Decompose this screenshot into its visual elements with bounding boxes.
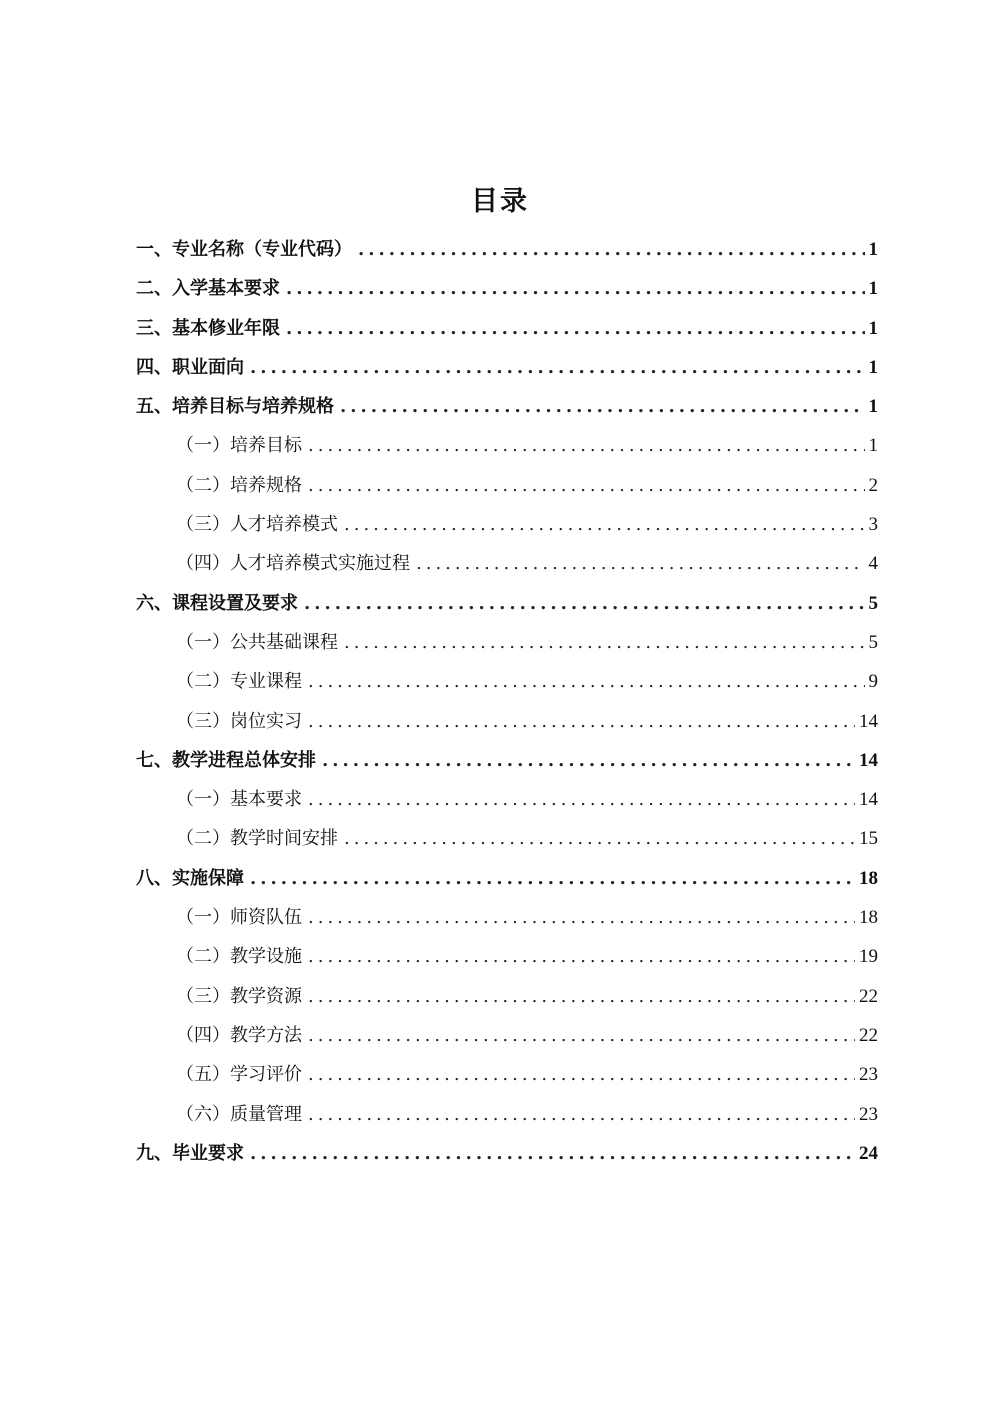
toc-dot-leader: [308, 702, 855, 741]
toc-section-link[interactable]: [136, 584, 878, 623]
toc-dot-leader: [286, 309, 865, 348]
toc-page-number: 18: [859, 907, 878, 929]
toc-page-number: 14: [859, 710, 878, 732]
toc-page-number: 1: [868, 435, 878, 457]
toc-section-link[interactable]: [136, 230, 878, 269]
toc-dot-leader: [308, 466, 865, 505]
toc-subsection-link[interactable]: [136, 780, 878, 819]
toc-entry-label: （二）培养规格: [176, 474, 302, 496]
toc-page-number: 15: [859, 828, 878, 850]
toc-dot-leader: [308, 937, 855, 976]
toc-dot-leader: [308, 1095, 855, 1134]
toc-dot-leader: [308, 1016, 855, 1055]
toc-section-link[interactable]: [136, 1134, 878, 1173]
toc-entry-label: 八、实施保障: [136, 867, 244, 889]
toc-entry-label: （四）教学方法: [176, 1024, 302, 1046]
toc-dot-leader: [416, 544, 865, 583]
toc-dot-leader: [340, 387, 865, 426]
toc-subsection-link[interactable]: [136, 1095, 878, 1134]
toc-entry-label: （二）教学时间安排: [176, 828, 338, 850]
toc-page-number: 14: [859, 789, 878, 811]
toc-page-number: 9: [868, 671, 878, 693]
toc-subsection-link[interactable]: [136, 977, 878, 1016]
toc-subsection-link[interactable]: [136, 544, 878, 583]
toc-section-link[interactable]: [136, 269, 878, 308]
toc-dot-leader: [344, 819, 855, 858]
toc-dot-leader: [308, 898, 855, 937]
toc-page-number: 22: [859, 985, 878, 1007]
toc-page-number: 1: [868, 356, 878, 378]
toc-subsection-link[interactable]: [136, 937, 878, 976]
toc-dot-leader: [308, 780, 855, 819]
toc-section-link[interactable]: [136, 741, 878, 780]
toc-entry-label: 二、入学基本要求: [136, 278, 280, 300]
toc-section-link[interactable]: [136, 309, 878, 348]
toc-entry-label: （一）基本要求: [176, 789, 302, 811]
toc-entry-label: 三、基本修业年限: [136, 317, 280, 339]
toc-page-number: 23: [859, 1103, 878, 1125]
toc-subsection-link[interactable]: [136, 1055, 878, 1094]
toc-page-number: 1: [868, 396, 878, 418]
toc-page-number: 23: [859, 1064, 878, 1086]
toc-page-number: 19: [859, 946, 878, 968]
toc-dot-leader: [344, 505, 865, 544]
toc-entry-label: （五）学习评价: [176, 1064, 302, 1086]
toc-dot-leader: [304, 584, 865, 623]
toc-page-number: 1: [868, 317, 878, 339]
toc-entry-label: 一、专业名称（专业代码）: [136, 239, 352, 260]
toc-entry-label: （三）岗位实习: [176, 710, 302, 732]
toc-page-number: 4: [868, 553, 878, 575]
toc-subsection-link[interactable]: [136, 623, 878, 662]
toc-dot-leader: [308, 1055, 855, 1094]
toc-dot-leader: [250, 348, 865, 387]
toc-subsection-link[interactable]: [136, 466, 878, 505]
toc-entry-label: 七、教学进程总体安排: [136, 749, 316, 771]
toc-entry-label: （四）人才培养模式实施过程: [176, 553, 410, 575]
toc-section-link[interactable]: [136, 859, 878, 898]
toc-dot-leader: [308, 662, 865, 701]
toc-dot-leader: [358, 230, 865, 269]
toc-subsection-link[interactable]: [136, 702, 878, 741]
toc-dot-leader: [286, 269, 865, 308]
toc-entry-label: 九、毕业要求: [136, 1142, 244, 1164]
toc-entry-label: （六）质量管理: [176, 1103, 302, 1125]
toc-entry-label: （二）教学设施: [176, 946, 302, 968]
toc-page-number: 18: [859, 867, 878, 889]
toc-entry-label: （一）公共基础课程: [176, 631, 338, 653]
toc-entry-label: （一）培养目标: [176, 435, 302, 457]
toc-entry-label: 四、职业面向: [136, 356, 244, 378]
toc-page-number: 24: [859, 1142, 878, 1164]
toc-page-number: 14: [859, 749, 878, 771]
toc-subsection-link[interactable]: [136, 898, 878, 937]
toc-entry-label: （一）师资队伍: [176, 907, 302, 929]
toc-list: [136, 230, 878, 1173]
toc-page-number: 2: [868, 474, 878, 496]
toc-subsection-link[interactable]: [136, 426, 878, 465]
toc-dot-leader: [308, 977, 855, 1016]
toc-dot-leader: [308, 426, 865, 465]
toc-section-link[interactable]: [136, 387, 878, 426]
toc-subsection-link[interactable]: [136, 819, 878, 858]
toc-subsection-link[interactable]: [136, 1016, 878, 1055]
toc-subsection-link[interactable]: [136, 662, 878, 701]
toc-page-number: 22: [859, 1024, 878, 1046]
toc-dot-leader: [322, 741, 855, 780]
toc-page-number: 3: [868, 514, 878, 536]
toc-entry-label: （三）教学资源: [176, 985, 302, 1007]
toc-subsection-link[interactable]: [136, 505, 878, 544]
toc-page-number: 1: [868, 239, 878, 260]
toc-dot-leader: [250, 859, 855, 898]
toc-page-number: 5: [868, 631, 878, 653]
toc-dot-leader: [250, 1134, 855, 1173]
toc-dot-leader: [344, 623, 865, 662]
toc-entry-label: 六、课程设置及要求: [136, 592, 298, 614]
toc-title: 目录: [471, 186, 529, 217]
toc-entry-label: （三）人才培养模式: [176, 514, 338, 536]
toc-page-number: 5: [868, 592, 878, 614]
toc-entry-label: 五、培养目标与培养规格: [136, 396, 334, 418]
toc-entry-label: （二）专业课程: [176, 671, 302, 693]
toc-section-link[interactable]: [136, 348, 878, 387]
toc-page-number: 1: [868, 278, 878, 300]
